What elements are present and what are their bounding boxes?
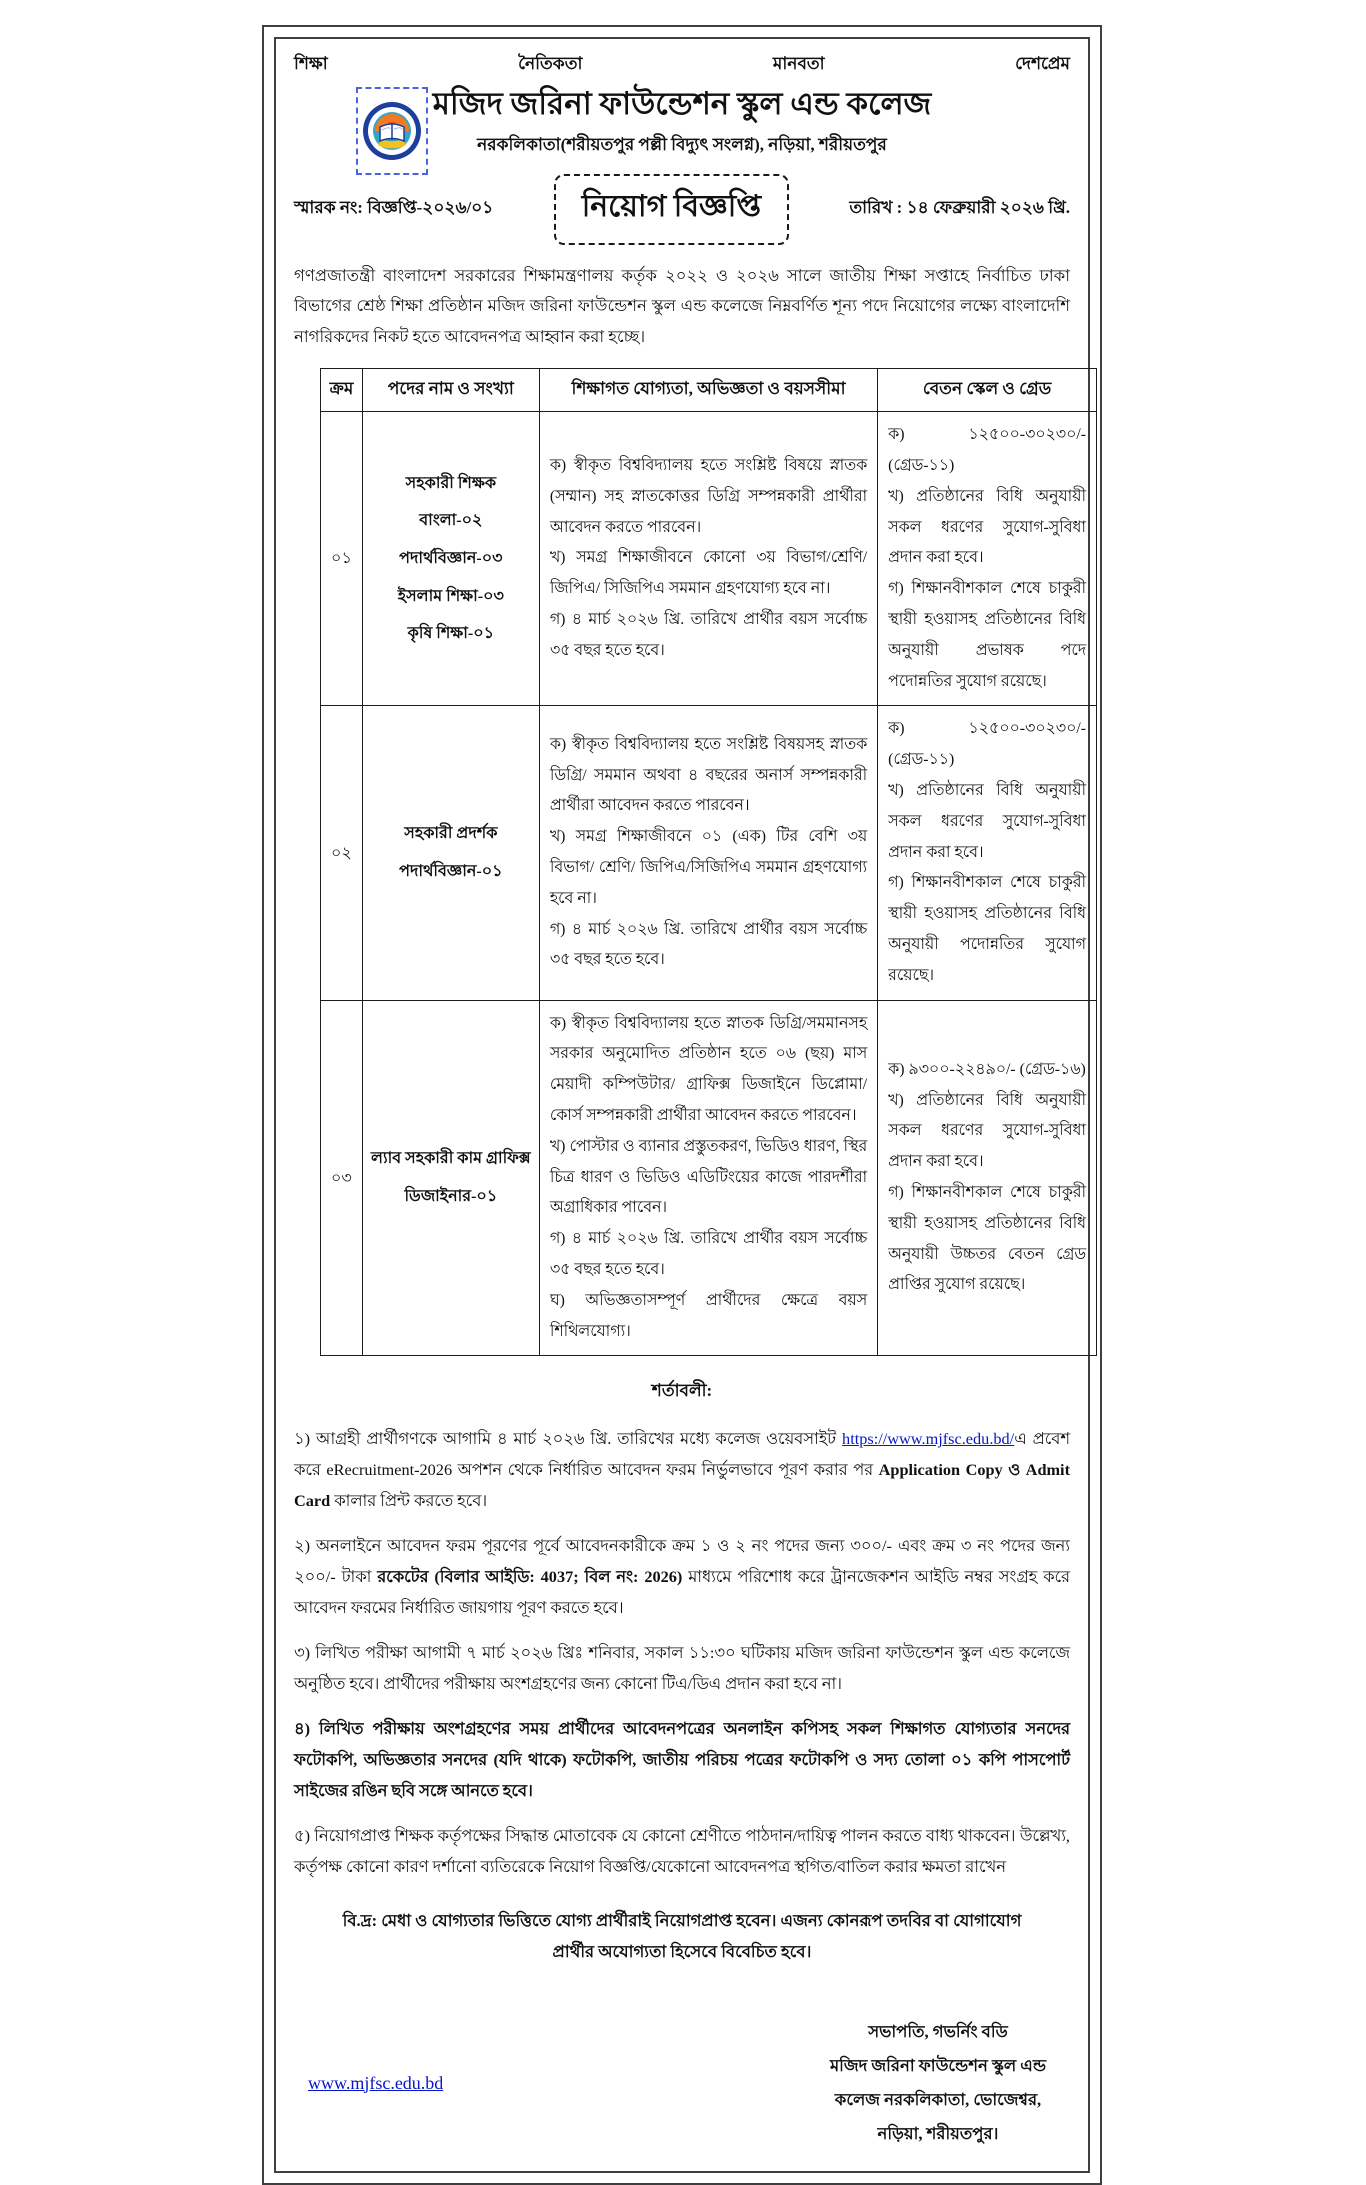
col-header-qualification: শিক্ষাগত যোগ্যতা, অভিজ্ঞতা ও বয়সসীমা <box>539 369 877 412</box>
list-line: খ) সমগ্র শিক্ষাজীবনে কোনো ৩য় বিভাগ/শ্রেণি/ জিপিএ/ সিজিপিএ সমমান গ্রহণযোগ্য হবে না। <box>549 549 868 598</box>
list-line: গ) শিক্ষানবীশকাল শেষে চাকুরী স্থায়ী হওয়াসহ প্রতিষ্ঠানের বিধি অনুযায়ী উচ্চতর বেতন গ্রেড প্রাপ্তির সুযোগ রয়েছে। <box>888 1184 1086 1294</box>
list-line: ক) ১২৫০০-৩০২৩০/- (গ্রেড-১১) <box>888 426 1086 475</box>
table-header-row <box>321 369 1097 412</box>
nb-note: বি.দ্র: মেধা ও যোগ্যতার ভিত্তিতে যোগ্য প্রার্থীরাই নিয়োগপ্রাপ্ত হবেন। এজন্য কোনরূপ তদবির বা যোগাযোগ প্রার্থীর অযোগ্যতা হিসেবে বিবেচিত হবে। <box>342 1910 1022 1962</box>
list-line: খ) পোস্টার ও ব্যানার প্রস্তুতকরণ, ভিডিও ধারণ, স্থির চিত্র ধারণ ও ভিডিও এডিটিংয়ের কাজে পারদর্শীরা অগ্রাধিকার পাবেন। <box>549 1137 868 1217</box>
row1-qualification <box>539 412 877 706</box>
list-line: ডিজাইনার-০১ <box>404 1188 498 1206</box>
condition-1-text-c: কালার প্রিন্ট করতে হবে। <box>330 1491 488 1511</box>
list-line: খ) প্রতিষ্ঠানের বিধি অনুযায়ী সকল ধরণের সুযোগ-সুবিধা প্রদান করা হবে। <box>888 782 1086 861</box>
list-line: ক) স্বীকৃত বিশ্ববিদ্যালয় হতে স্নাতক ডিগ্রি/সমমানসহ সরকার অনুমোদিত প্রতিষ্ঠান হতে ০৬ (ছয়) মাস মেয়াদী কম্পিউটার/ গ্রাফিক্স ডিজাইনে ডিপ্লোমা/কোর্স সম্পন্নকারী প্রার্থীরা আবেদন করতে পারবেন। <box>549 1014 868 1125</box>
motto-patriotism: দেশপ্রেম <box>1015 54 1070 73</box>
list-line: ল্যাব সহকারী কাম গ্রাফিক্স <box>371 1150 531 1168</box>
table-row <box>321 412 1097 706</box>
memo-number: স্মারক নং: বিজ্ঞপ্তি-২০২৬/০১ <box>294 198 494 218</box>
condition-1-text-a: ১) আগ্রহী প্রার্থীগণকে আগামি ৪ মার্চ ২০২৬ খ্রি. তারিখের মধ্যে কলেজ ওয়েবসাইট <box>294 1429 843 1449</box>
list-line: গ) শিক্ষানবীশকাল শেষে চাকুরী স্থায়ী হওয়াসহ প্রতিষ্ঠানের বিধি অনুযায়ী পদোন্নতির সুযোগ রয়েছে। <box>888 874 1086 984</box>
list-line: গ) ৪ মার্চ ২০২৬ খ্রি. তারিখে প্রার্থীর বয়স সর্বোচ্চ ৩৫ বছর হতে হবে। <box>549 611 868 659</box>
row3-qualification <box>539 1000 877 1356</box>
notice-sheet <box>262 25 1102 2185</box>
row3-pay-scale <box>878 1000 1097 1356</box>
condition-1-bold: Application Copy ও Admit Card <box>294 1460 1071 1511</box>
row2-post <box>362 706 539 1000</box>
condition-2 <box>294 1531 1070 1624</box>
row3-serial: ০৩ <box>321 1000 363 1356</box>
college-logo-icon <box>361 93 423 169</box>
list-line: ঘ) অভিজ্ঞতাসম্পূর্ণ প্রার্থীদের ক্ষেত্রে বয়স শিথিলযোগ্য। <box>549 1291 868 1340</box>
list-line: ক) স্বীকৃত বিশ্ববিদ্যালয় হতে সংশ্লিষ্ট বিষয়ে স্নাতক (সম্মান) সহ স্নাতকোত্তর ডিগ্রি সম্পন্নকারী প্রার্থীরা আবেদন করতে পারবেন। <box>549 457 868 536</box>
memo-date-row <box>294 174 1070 245</box>
row3-post <box>362 1000 539 1356</box>
list-line: গ) ৪ মার্চ ২০২৬ খ্রি. তারিখে প্রার্থীর বয়স সর্বোচ্চ ৩৫ বছর হতে হবে। <box>549 920 868 969</box>
col-header-post: পদের নাম ও সংখ্যা <box>362 369 539 412</box>
motto-education: শিক্ষা <box>294 54 328 73</box>
organization-name: মজিদ জরিনা ফাউন্ডেশন স্কুল এন্ড কলেজ <box>432 86 932 121</box>
list-line: খ) প্রতিষ্ঠানের বিধি অনুযায়ী সকল ধরণের সুযোগ-সুবিধা প্রদান করা হবে। <box>888 487 1086 567</box>
condition-3: ৩) লিখিত পরীক্ষা আগামী ৭ মার্চ ২০২৬ খ্রিঃ শনিবার, সকাল ১১:৩০ ঘটিকায় মজিদ জরিনা ফাউন্ডেশন স্কুল এন্ড কলেজে অনুষ্ঠিত হবে। প্রার্থীদের পরীক্ষায় অংশগ্রহণের জন্য কোনো টিএ/ডিএ প্রদান করা হবে না। <box>294 1643 1070 1694</box>
motto-row <box>294 51 1070 79</box>
list-line: বাংলা-০২ <box>419 512 483 530</box>
intro-paragraph: গণপ্রজাতন্ত্রী বাংলাদেশ সরকারের শিক্ষামন্ত্রণালয় কর্তৃক ২০২২ ও ২০২৬ সালে জাতীয় শিক্ষা সপ্তাহে নির্বাচিত ঢাকা বিভাগের শ্রেষ্ঠ শিক্ষা প্রতিষ্ঠান মজিদ জরিনা ফাউন্ডেশন স্কুল এন্ড কলেজে নিম্নবর্ণিত শূন্য পদে নিয়োগের লক্ষ্যে বাংলাদেশি নাগরিকদের নিকট হতে আবেদনপত্র আহ্বান করা হচ্ছে। <box>294 265 1070 346</box>
table-row <box>321 1000 1097 1356</box>
list-line: ক) ৯৩০০-২২৪৯০/- (গ্রেড-১৬) <box>888 1060 1086 1078</box>
list-line: মজিদ জরিনা ফাউন্ডেশন স্কুল এন্ড <box>829 2056 1046 2076</box>
list-line: খ) সমগ্র শিক্ষাজীবনে ০১ (এক) টির বেশি ৩য় বিভাগ/ শ্রেণি/ জিপিএ/সিজিপিএ সমমান গ্রহণযোগ্য হবে না। <box>549 828 868 907</box>
col-header-serial: ক্রম <box>321 369 363 412</box>
list-line: পদার্থবিজ্ঞান-০৩ <box>399 550 503 568</box>
condition-2-text-b: মাধ্যমে পরিশোধ করে ট্রানজেকশন আইডি নম্বর সংগ্রহ করে আবেদন ফরমের নির্ধারিত জায়গায় পূরণ করতে হবে। <box>294 1567 1070 1618</box>
row2-qualification <box>539 706 877 1000</box>
college-website-link[interactable]: https://www.mjfsc.edu.bd/ <box>842 1429 1015 1449</box>
college-logo <box>356 87 428 175</box>
notice-date: তারিখ : ১৪ ফেব্রুয়ারী ২০২৬ খ্রি. <box>849 198 1070 218</box>
list-line: সভাপতি, গভর্নিং বডি <box>868 2022 1008 2042</box>
motto-humanity: মানবতা <box>772 54 825 73</box>
condition-1-text-b: এ প্রবেশ করে eRecruitment-2026 অপশন থেকে নির্ধারিত আবেদন ফরম নির্ভুলভাবে পূরণ করার পর <box>294 1429 1070 1480</box>
list-line: কৃষি শিক্ষা-০১ <box>407 625 495 643</box>
row2-serial: ০২ <box>321 706 363 1000</box>
list-line: গ) ৪ মার্চ ২০২৬ খ্রি. তারিখে প্রার্থীর বয়স সর্বোচ্চ ৩৫ বছর হতে হবে। <box>549 1230 868 1279</box>
list-line: সহকারী শিক্ষক <box>405 474 497 492</box>
list-line: ক) ১২৫০০-৩০২৩০/- (গ্রেড-১১) <box>888 720 1086 769</box>
col-header-pay: বেতন স্কেল ও গ্রেড <box>878 369 1097 412</box>
condition-2-text-a: ২) অনলাইনে আবেদন ফরম পূরণের পূর্বে আবেদনকারীকে ক্রম ১ ও ২ নং পদের জন্য ৩০০/- এবং ক্রম ৩ নং পদের জন্য ২০০/- টাকা <box>294 1536 1070 1587</box>
row2-pay-scale <box>878 706 1097 1000</box>
condition-1 <box>294 1424 1070 1517</box>
condition-5: ৫) নিয়োগপ্রাপ্ত শিক্ষক কর্তৃপক্ষের সিদ্ধান্ত মোতাবেক যে কোনো শ্রেণীতে পাঠদান/দায়িত্ব পালন করতে বাধ্য থাকবেন। উল্লেখ্য, কর্তৃপক্ষ কোনো কারণ দর্শানো ব্যতিরেকে নিয়োগ বিজ্ঞপ্তি/যেকোনো আবেদনপত্র স্থগিত/বাতিল করার ক্ষমতা রাখেন <box>294 1825 1070 1876</box>
row1-pay-scale <box>878 412 1097 706</box>
list-line: নড়িয়া, শরীয়তপুর। <box>877 2123 999 2143</box>
signature-block <box>830 2015 1046 2150</box>
conditions-heading: শর্তাবলী: <box>651 1381 713 1401</box>
organization-address: নরকলিকাতা(শরীয়তপুর পল্লী বিদ্যুৎ সংলগ্ন), নড়িয়া, শরীয়তপুর <box>477 134 887 154</box>
row1-post <box>362 412 539 706</box>
list-line: কলেজ নরকলিকাতা, ভোজেশ্বর, <box>834 2090 1042 2110</box>
list-line: ক) স্বীকৃত বিশ্ববিদ্যালয় হতে সংশ্লিষ্ট বিষয়সহ স্নাতক ডিগ্রি/ সমমান অথবা ৪ বছরের অনার্স সম্পন্নকারী প্রার্থীরা আবেদন করতে পারবেন। <box>549 735 868 815</box>
list-line: ইসলাম শিক্ষা-০৩ <box>397 587 504 605</box>
list-line: সহকারী প্রদর্শক <box>404 825 498 843</box>
letterhead <box>294 85 1070 160</box>
footer-website-link[interactable]: www.mjfsc.edu.bd <box>308 2072 444 2093</box>
motto-morality: নৈতিকতা <box>518 54 583 73</box>
list-line: গ) শিক্ষানবীশকাল শেষে চাকুরী স্থায়ী হওয়াসহ প্রতিষ্ঠানের বিধি অনুযায়ী প্রভাষক পদে পদোন্নতির সুযোগ রয়েছে। <box>888 580 1086 690</box>
list-line: পদার্থবিজ্ঞান-০১ <box>399 863 503 881</box>
vacancy-table <box>320 368 1097 1356</box>
row1-serial: ০১ <box>321 412 363 706</box>
notice-title-badge: নিয়োগ বিজ্ঞপ্তি <box>554 174 789 245</box>
condition-4: ৪) লিখিত পরীক্ষায় অংশগ্রহণের সময় প্রার্থীদের আবেদনপত্রের অনলাইন কপিসহ সকল শিক্ষাগত যোগ্যতার সনদের ফটোকপি, অভিজ্ঞতার সনদের (যদি থাকে) ফটোকপি, জাতীয় পরিচয় পত্রের ফটোকপি ও সদ্য তোলা ০১ কপি পাসপোর্ট সাইজের রঙিন ছবি সঙ্গে আনতে হবে। <box>294 1719 1070 1800</box>
condition-2-bold: রকেটের (বিলার আইডি: 4037; বিল নং: 2026) <box>377 1567 683 1587</box>
table-row <box>321 706 1097 1000</box>
notice-inner-frame <box>274 37 1090 2173</box>
footer <box>294 2015 1070 2154</box>
list-line: খ) প্রতিষ্ঠানের বিধি অনুযায়ী সকল ধরণের সুযোগ-সুবিধা প্রদান করা হবে। <box>888 1091 1086 1171</box>
